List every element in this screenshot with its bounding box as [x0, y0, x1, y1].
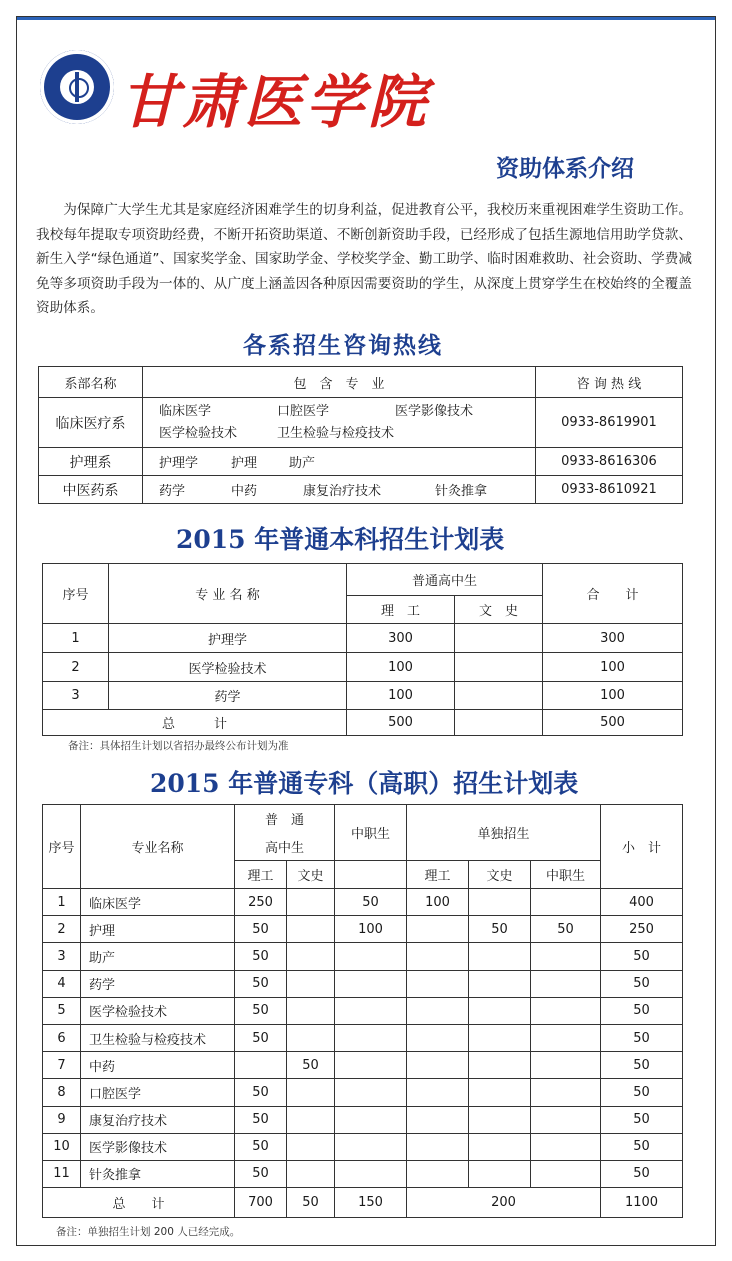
ug-sum-row: 总 计 500 500: [43, 710, 683, 736]
hotline-majors-tcm: 药学 中药 康复治疗技术 针灸推拿: [143, 476, 536, 504]
cell-subtotal: 50: [601, 1133, 683, 1160]
cell-major: 中药: [81, 1052, 235, 1079]
cell-sep-voc: [531, 943, 601, 970]
cell-arts: [287, 1079, 335, 1106]
cell-sep-arts: [469, 1052, 531, 1079]
cell-sep-sci: [407, 1160, 469, 1187]
cell-sep-arts: [469, 1160, 531, 1187]
cell-sep-sci: [407, 1024, 469, 1051]
cell-sci: 50: [235, 943, 287, 970]
cell-arts: 50: [287, 1052, 335, 1079]
cell-sep-sci: [407, 1079, 469, 1106]
cell-sep-sci: 100: [407, 889, 469, 916]
undergrad-note: 备注：具体招生计划以省招办最终公布计划为准: [68, 740, 289, 752]
table-row: 2 医学检验技术 100 100: [43, 653, 683, 682]
ug-header-total: 合 计: [543, 564, 683, 624]
cell-major: 药学: [81, 970, 235, 997]
hotline-dept-clinical: 临床医疗系: [39, 398, 143, 448]
cell-no: 3: [43, 943, 81, 970]
table-row: [43, 916, 683, 943]
cell-sep-sci: [407, 943, 469, 970]
cell-major: 护理: [81, 916, 235, 943]
college-note: 备注：单独招生计划 200 人已经完成。: [56, 1226, 241, 1238]
hotline-header-dept: 系部名称: [39, 367, 143, 398]
cell-arts: [287, 1160, 335, 1187]
hotline-header-phone: 咨 询 热 线: [536, 367, 683, 398]
cell-sci: 50: [235, 970, 287, 997]
cell-subtotal: 50: [601, 1024, 683, 1051]
cell-sep-voc: [531, 1106, 601, 1133]
cell-no: 8: [43, 1079, 81, 1106]
cell-sep-voc: [531, 1024, 601, 1051]
cell-major: 针灸推拿: [81, 1160, 235, 1187]
cell-sep-voc: [531, 1079, 601, 1106]
college-seal-logo: [40, 50, 114, 124]
table-row: [43, 889, 683, 916]
cell-sep-arts: [469, 970, 531, 997]
cell-sep-voc: 50: [531, 916, 601, 943]
col-header-major: 专业名称: [81, 805, 235, 889]
cell-subtotal: 50: [601, 970, 683, 997]
hotline-phone-clinical: 0933-8619901: [536, 398, 683, 448]
cell-sep-voc: [531, 997, 601, 1024]
ug-header-no: 序号: [43, 564, 109, 624]
cell-arts: [287, 970, 335, 997]
cell-sci: 50: [235, 1160, 287, 1187]
cell-subtotal: 400: [601, 889, 683, 916]
col-header-sep-voc: 中职生: [531, 861, 601, 889]
cell-no: 10: [43, 1133, 81, 1160]
table-row: [43, 1079, 683, 1106]
cell-voc: [335, 1106, 407, 1133]
table-row: [43, 970, 683, 997]
undergrad-title: 2015 年普通本科招生计划表: [176, 525, 505, 554]
cell-sep-arts: [469, 1133, 531, 1160]
table-row: [43, 1133, 683, 1160]
cell-sep-sci: [407, 1052, 469, 1079]
cell-voc: [335, 1024, 407, 1051]
cell-subtotal: 50: [601, 1106, 683, 1133]
col-header-sci: 理工: [235, 861, 287, 889]
cell-sep-arts: [469, 1106, 531, 1133]
table-row: 1 护理学 300 300: [43, 624, 683, 653]
cell-sep-voc: [531, 889, 601, 916]
cell-major: 临床医学: [81, 889, 235, 916]
cell-sep-arts: [469, 943, 531, 970]
cell-no: 5: [43, 997, 81, 1024]
cell-subtotal: 50: [601, 1160, 683, 1187]
cell-arts: [287, 943, 335, 970]
cell-sep-arts: [469, 889, 531, 916]
table-row: [43, 997, 683, 1024]
cell-arts: [287, 997, 335, 1024]
cell-sci: [235, 1052, 287, 1079]
hotline-header-majors: 包 含 专 业: [143, 367, 536, 398]
table-row: [43, 1024, 683, 1051]
cell-sci: 50: [235, 997, 287, 1024]
table-row: [43, 943, 683, 970]
col-header-no: 序号: [43, 805, 81, 889]
aid-title: 资助体系介绍: [496, 156, 634, 182]
cell-sep-voc: [531, 970, 601, 997]
ug-header-arts: 文 史: [455, 596, 543, 624]
aid-paragraph: 为保障广大学生尤其是家庭经济困难学生的切身利益，促进教育公平，我校历来重视困难学生资助工作。我校每年提取专项资助经费，不断开拓资助渠道、不断创新资助手段，已经形成了包括生源地信用助学贷款、新生入学“绿色通道”、国家奖学金、国家助学金、学校奖学金、勤工助学、临时困难救助、社会资助、学费减免等多项资助手段为一体的、从广度上涵盖因各种原因需要资助的学生，从深度上贯穿学生在校始终的全覆盖资助体系。: [36, 202, 692, 316]
cell-voc: [335, 997, 407, 1024]
cell-sep-sci: [407, 1106, 469, 1133]
cell-no: 7: [43, 1052, 81, 1079]
cell-no: 6: [43, 1024, 81, 1051]
cell-voc: [335, 943, 407, 970]
ug-header-major: 专 业 名 称: [109, 564, 347, 624]
cell-arts: [287, 1133, 335, 1160]
cell-no: 1: [43, 889, 81, 916]
cell-sci: 50: [235, 1024, 287, 1051]
table-row: [43, 1160, 683, 1187]
table-row: [43, 1106, 683, 1133]
cell-sep-sci: [407, 916, 469, 943]
cell-major: 医学检验技术: [81, 997, 235, 1024]
hotline-phone-nursing: 0933-8616306: [536, 448, 683, 476]
cell-voc: 50: [335, 889, 407, 916]
hotline-majors-nursing: 护理学 护理 助产: [143, 448, 536, 476]
cell-sci: 50: [235, 1079, 287, 1106]
col-header-general-2: 高中生: [235, 833, 335, 861]
table-row: [43, 1052, 683, 1079]
hotline-table: [38, 366, 683, 504]
cell-sep-arts: [469, 1079, 531, 1106]
cell-major: 口腔医学: [81, 1079, 235, 1106]
college-brand-name: 甘肃医学院: [120, 68, 431, 136]
cell-no: 4: [43, 970, 81, 997]
cell-sep-sci: [407, 1133, 469, 1160]
col-header-subtotal: 小 计: [601, 805, 683, 889]
cell-voc: [335, 1079, 407, 1106]
cell-no: 11: [43, 1160, 81, 1187]
cell-no: 2: [43, 916, 81, 943]
cell-subtotal: 50: [601, 1052, 683, 1079]
col-header-vocational: 中职生: [335, 805, 407, 861]
col-header-separate: 单独招生: [407, 805, 601, 861]
cell-major: 康复治疗技术: [81, 1106, 235, 1133]
cell-sep-sci: [407, 970, 469, 997]
cell-sep-voc: [531, 1160, 601, 1187]
college-table: [42, 804, 683, 1218]
col-sum-row: 总 计 700 50 150 200 1100: [43, 1188, 683, 1218]
ug-header-general: 普通高中生: [347, 564, 543, 596]
col-header-sep-sci: 理工: [407, 861, 469, 889]
cell-subtotal: 50: [601, 997, 683, 1024]
cell-sci: 50: [235, 916, 287, 943]
table-row: 3 药学 100 100: [43, 682, 683, 710]
cell-arts: [287, 1106, 335, 1133]
cell-sep-sci: [407, 997, 469, 1024]
cell-sep-arts: 50: [469, 916, 531, 943]
cell-arts: [287, 916, 335, 943]
col-header-arts: 文史: [287, 861, 335, 889]
cell-sep-voc: [531, 1052, 601, 1079]
cell-subtotal: 250: [601, 916, 683, 943]
hotline-title: 各系招生咨询热线: [243, 333, 443, 359]
cell-voc: [335, 1052, 407, 1079]
ug-header-sci: 理 工: [347, 596, 455, 624]
cell-sep-voc: [531, 1133, 601, 1160]
hotline-phone-tcm: 0933-8610921: [536, 476, 683, 504]
cell-major: 卫生检验与检疫技术: [81, 1024, 235, 1051]
undergrad-table: [42, 563, 683, 736]
hotline-majors-clinical: 临床医学 口腔医学 医学影像技术 医学检验技术 卫生检验与检疫技术: [143, 398, 536, 448]
cell-sep-arts: [469, 1024, 531, 1051]
cell-subtotal: 50: [601, 1079, 683, 1106]
cell-sci: 250: [235, 889, 287, 916]
hotline-dept-nursing: 护理系: [39, 448, 143, 476]
cell-arts: [287, 889, 335, 916]
cell-sci: 50: [235, 1106, 287, 1133]
cell-sci: 50: [235, 1133, 287, 1160]
cell-no: 9: [43, 1106, 81, 1133]
cell-voc: [335, 970, 407, 997]
cell-voc: 100: [335, 916, 407, 943]
cell-major: 医学影像技术: [81, 1133, 235, 1160]
cell-major: 助产: [81, 943, 235, 970]
col-header-voc-empty: [335, 861, 407, 889]
cell-voc: [335, 1133, 407, 1160]
cell-voc: [335, 1160, 407, 1187]
college-title: 2015 年普通专科（高职）招生计划表: [150, 769, 579, 798]
hotline-dept-tcm: 中医药系: [39, 476, 143, 504]
col-header-general-1: 普 通: [235, 805, 335, 833]
col-header-sep-arts: 文史: [469, 861, 531, 889]
cell-subtotal: 50: [601, 943, 683, 970]
cell-arts: [287, 1024, 335, 1051]
cell-sep-arts: [469, 997, 531, 1024]
